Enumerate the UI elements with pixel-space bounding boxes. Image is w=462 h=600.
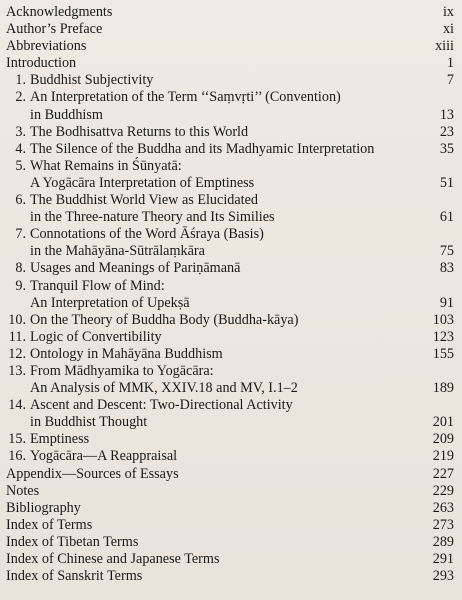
toc-page: 1	[446, 55, 454, 72]
toc-chapter-7	[6, 226, 456, 260]
toc-chapter-4	[6, 141, 456, 158]
toc-page: 201	[432, 414, 454, 431]
toc-page: 209	[432, 431, 454, 448]
chapter-title-line: in the Mahāyāna-Sūtrālaṃkāra	[30, 243, 205, 260]
toc-entry-appendix	[6, 466, 456, 483]
chapter-title-line: On the Theory of Buddha Body (Buddha-kāya)	[30, 311, 299, 328]
table-of-contents	[6, 4, 456, 585]
chapter-title-line: An Interpretation of the Term ‘‘Saṃvṛti’’ (Convention)	[30, 89, 341, 106]
toc-page: 263	[432, 499, 454, 516]
chapter-number: 2.	[15, 89, 26, 106]
toc-chapter-14	[6, 397, 456, 431]
chapter-number: 7.	[15, 226, 26, 243]
chapter-title-line: What Remains in Śūnyatā:	[30, 157, 182, 174]
chapter-title-line: Ascent and Descent: Two-Directional Activity	[30, 397, 293, 414]
chapter-number: 12.	[8, 345, 26, 362]
toc-page: 91	[439, 294, 454, 311]
chapter-title-line: The Silence of the Buddha and its Madhyamic Interpretation	[30, 140, 375, 157]
toc-chapter-9	[6, 278, 456, 312]
toc-entry-index-chinese-japanese	[6, 551, 456, 568]
toc-chapter-13	[6, 363, 456, 397]
chapter-number: 8.	[15, 260, 26, 277]
toc-title: Abbreviations	[6, 38, 87, 55]
toc-entry-abbreviations	[6, 38, 456, 55]
toc-page: 155	[432, 345, 454, 362]
toc-page: 103	[432, 311, 454, 328]
chapter-number: 15.	[8, 431, 26, 448]
toc-title: Notes	[6, 482, 40, 499]
toc-page: 293	[432, 568, 454, 585]
toc-chapter-3	[6, 124, 456, 141]
toc-title: Introduction	[6, 55, 77, 72]
chapter-number: 4.	[15, 140, 26, 157]
toc-entry-index-terms	[6, 517, 456, 534]
chapter-title-line: in the Three-nature Theory and Its Similies	[30, 209, 275, 226]
toc-chapter-5	[6, 158, 456, 192]
chapter-number: 3.	[15, 123, 26, 140]
toc-title: Index of Sanskrit Terms	[6, 568, 143, 585]
toc-entry-index-sanskrit	[6, 568, 456, 585]
chapter-title-line: Emptiness	[30, 431, 90, 448]
chapter-number: 16.	[8, 448, 26, 465]
toc-entry-introduction	[6, 55, 456, 72]
toc-page: xi	[442, 21, 454, 38]
chapter-number: 6.	[15, 192, 26, 209]
chapter-title-line: Ontology in Mahāyāna Buddhism	[30, 345, 223, 362]
toc-page: 289	[432, 533, 454, 550]
chapter-title-line: An Analysis of MMK, XXIV.18 and MV, I.1–2	[30, 380, 298, 397]
toc-page: 61	[439, 209, 454, 226]
chapter-title-line: From Mādhyamika to Yogācāra:	[30, 362, 214, 379]
toc-page: 23	[439, 123, 454, 140]
toc-page: 189	[432, 380, 454, 397]
toc-page: xiii	[435, 38, 454, 55]
toc-page: 83	[439, 260, 454, 277]
toc-title: Index of Terms	[6, 516, 93, 533]
chapter-number: 9.	[15, 277, 26, 294]
chapter-title-line: Tranquil Flow of Mind:	[30, 277, 165, 294]
toc-chapter-8	[6, 260, 456, 277]
chapter-title-line: A Yogācāra Interpretation of Emptiness	[30, 174, 255, 191]
toc-chapter-1	[6, 72, 456, 89]
chapter-title-line: Connotations of the Word Āśraya (Basis)	[30, 226, 264, 243]
toc-entry-index-tibetan	[6, 534, 456, 551]
toc-page: 13	[439, 106, 454, 123]
toc-page: 291	[432, 551, 454, 567]
toc-chapter-16	[6, 448, 456, 465]
chapter-title-line: The Buddhist World View as Elucidated	[30, 192, 258, 209]
toc-entry-preface	[6, 21, 456, 38]
toc-title: Acknowledgments	[6, 4, 113, 20]
chapter-title-line: Buddhist Subjectivity	[30, 72, 154, 89]
chapter-number: 11.	[8, 328, 26, 345]
chapter-number: 13.	[8, 362, 26, 379]
toc-page: 123	[432, 328, 454, 345]
chapter-title-line: Usages and Meanings of Pariṇāmanā	[30, 260, 241, 277]
toc-page: 219	[432, 448, 454, 465]
toc-title: Index of Tibetan Terms	[6, 533, 139, 550]
toc-page: 227	[432, 465, 454, 482]
toc-page: 35	[439, 140, 454, 157]
chapter-title-line: Yogācāra—A Reappraisal	[30, 448, 178, 465]
toc-page: 7	[446, 72, 454, 89]
chapter-number: 1.	[15, 72, 26, 89]
toc-page: 51	[439, 174, 454, 191]
toc-page: 229	[432, 482, 454, 499]
toc-title: Appendix—Sources of Essays	[6, 465, 179, 482]
toc-entry-acknowledgments	[6, 4, 456, 21]
chapter-title-line: Logic of Convertibility	[30, 328, 162, 345]
chapter-number: 14.	[8, 397, 26, 414]
chapter-title-line: in Buddhism	[30, 106, 103, 123]
chapter-title-line: An Interpretation of Upekṣā	[30, 294, 190, 311]
toc-chapter-11	[6, 329, 456, 346]
toc-chapter-2	[6, 89, 456, 123]
toc-chapter-15	[6, 431, 456, 448]
chapter-title-line: The Bodhisattva Returns to this World	[30, 123, 249, 140]
toc-chapter-6	[6, 192, 456, 226]
chapter-title-line: in Buddhist Thought	[30, 414, 148, 431]
toc-title: Index of Chinese and Japanese Terms	[6, 551, 220, 567]
toc-chapter-12	[6, 346, 456, 363]
toc-title: Author’s Preface	[6, 21, 103, 38]
toc-entry-notes	[6, 483, 456, 500]
toc-page: 273	[432, 516, 454, 533]
toc-chapter-10	[6, 312, 456, 329]
toc-page: 75	[439, 243, 454, 260]
chapter-number: 10.	[8, 311, 26, 328]
chapter-number: 5.	[15, 157, 26, 174]
toc-page: ix	[442, 4, 454, 20]
toc-title: Bibliography	[6, 499, 81, 516]
toc-entry-bibliography	[6, 500, 456, 517]
